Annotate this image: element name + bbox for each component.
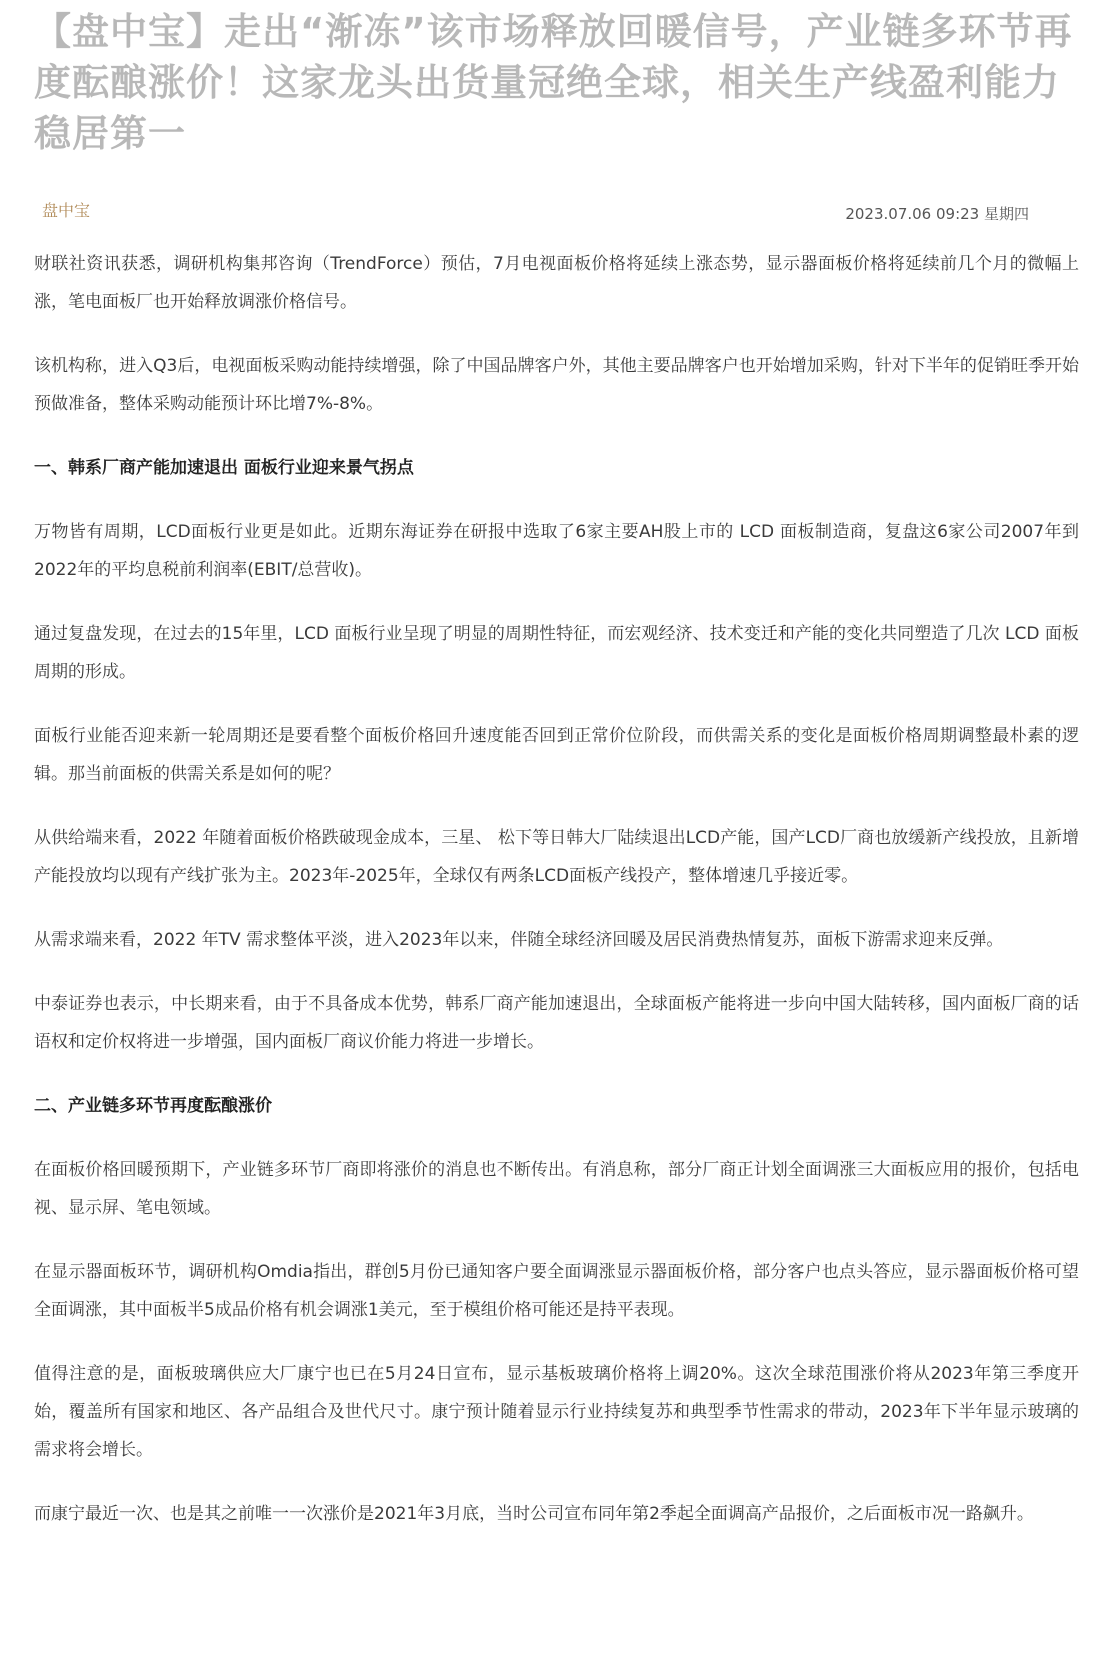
- publish-datetime: 2023.07.06 09:23 星期四: [845, 205, 1029, 223]
- source-link[interactable]: 盘中宝: [42, 201, 91, 220]
- paragraph: 财联社资讯获悉，调研机构集邦咨询（TrendForce）预估，7月电视面板价格将延续上涨态势，显示器面板价格将延续前几个月的微幅上涨，笔电面板厂也开始释放调涨价格信号。: [34, 254, 1079, 312]
- paragraph: 通过复盘发现，在过去的15年里，LCD 面板行业呈现了明显的周期性特征，而宏观经济、技术变迁和产能的变化共同塑造了几次 LCD 面板周期的形成。: [34, 624, 1079, 682]
- article-meta: [34, 199, 1079, 239]
- article-title: 【盘中宝】走出“渐冻”该市场释放回暖信号，产业链多环节再度酝酿涨价！这家龙头出货量冠绝全球，相关生产线盈利能力稳居第一: [34, 10, 1073, 155]
- article-body: [34, 245, 1079, 1533]
- paragraph: 从供给端来看，2022 年随着面板价格跌破现金成本，三星、 松下等日韩大厂陆续退出LCD产能，国产LCD厂商也放缓新产线投放，且新增产能投放均以现有产线扩张为主。2023年-2025年，全球仅有两条LCD面板产线投产，整体增速几乎接近零。: [34, 828, 1079, 886]
- paragraph: 在显示器面板环节，调研机构Omdia指出，群创5月份已通知客户要全面调涨显示器面板价格，部分客户也点头答应，显示器面板价格可望全面调涨，其中面板半5成品价格有机会调涨1美元，至于模组价格可能还是持平表现。: [34, 1262, 1079, 1320]
- paragraph: 而康宁最近一次、也是其之前唯一一次涨价是2021年3月底，当时公司宣布同年第2季起全面调高产品报价，之后面板市况一路飙升。: [34, 1504, 1034, 1524]
- paragraph: 该机构称，进入Q3后，电视面板采购动能持续增强，除了中国品牌客户外，其他主要品牌客户也开始增加采购，针对下半年的促销旺季开始预做准备，整体采购动能预计环比增7%-8%。: [34, 356, 1079, 414]
- paragraph: 中泰证券也表示，中长期来看，由于不具备成本优势，韩系厂商产能加速退出，全球面板产能将进一步向中国大陆转移，国内面板厂商的话语权和定价权将进一步增强，国内面板厂商议价能力将进一步增长。: [34, 994, 1079, 1052]
- section-heading: 一、韩系厂商产能加速退出 面板行业迎来景气拐点: [34, 458, 414, 478]
- paragraph: 从需求端来看，2022 年TV 需求整体平淡，进入2023年以来，伴随全球经济回暖及居民消费热情复苏，面板下游需求迎来反弹。: [34, 930, 1004, 950]
- paragraph: 万物皆有周期，LCD面板行业更是如此。近期东海证券在研报中选取了6家主要AH股上市的 LCD 面板制造商，复盘这6家公司2007年到2022年的平均息税前利润率(EBIT/总营收)。: [34, 522, 1079, 580]
- section-heading: 二、产业链多环节再度酝酿涨价: [34, 1096, 272, 1116]
- paragraph: 值得注意的是，面板玻璃供应大厂康宁也已在5月24日宣布，显示基板玻璃价格将上调20%。这次全球范围涨价将从2023年第三季度开始，覆盖所有国家和地区、各产品组合及世代尺寸。康宁预计随着显示行业持续复苏和典型季节性需求的带动，2023年下半年显示玻璃的需求将会增长。: [34, 1364, 1079, 1460]
- paragraph: 在面板价格回暖预期下，产业链多环节厂商即将涨价的消息也不断传出。有消息称，部分厂商正计划全面调涨三大面板应用的报价，包括电视、显示屏、笔电领域。: [34, 1160, 1079, 1218]
- paragraph: 面板行业能否迎来新一轮周期还是要看整个面板价格回升速度能否回到正常价位阶段，而供需关系的变化是面板价格周期调整最朴素的逻辑。那当前面板的供需关系是如何的呢？: [34, 726, 1079, 784]
